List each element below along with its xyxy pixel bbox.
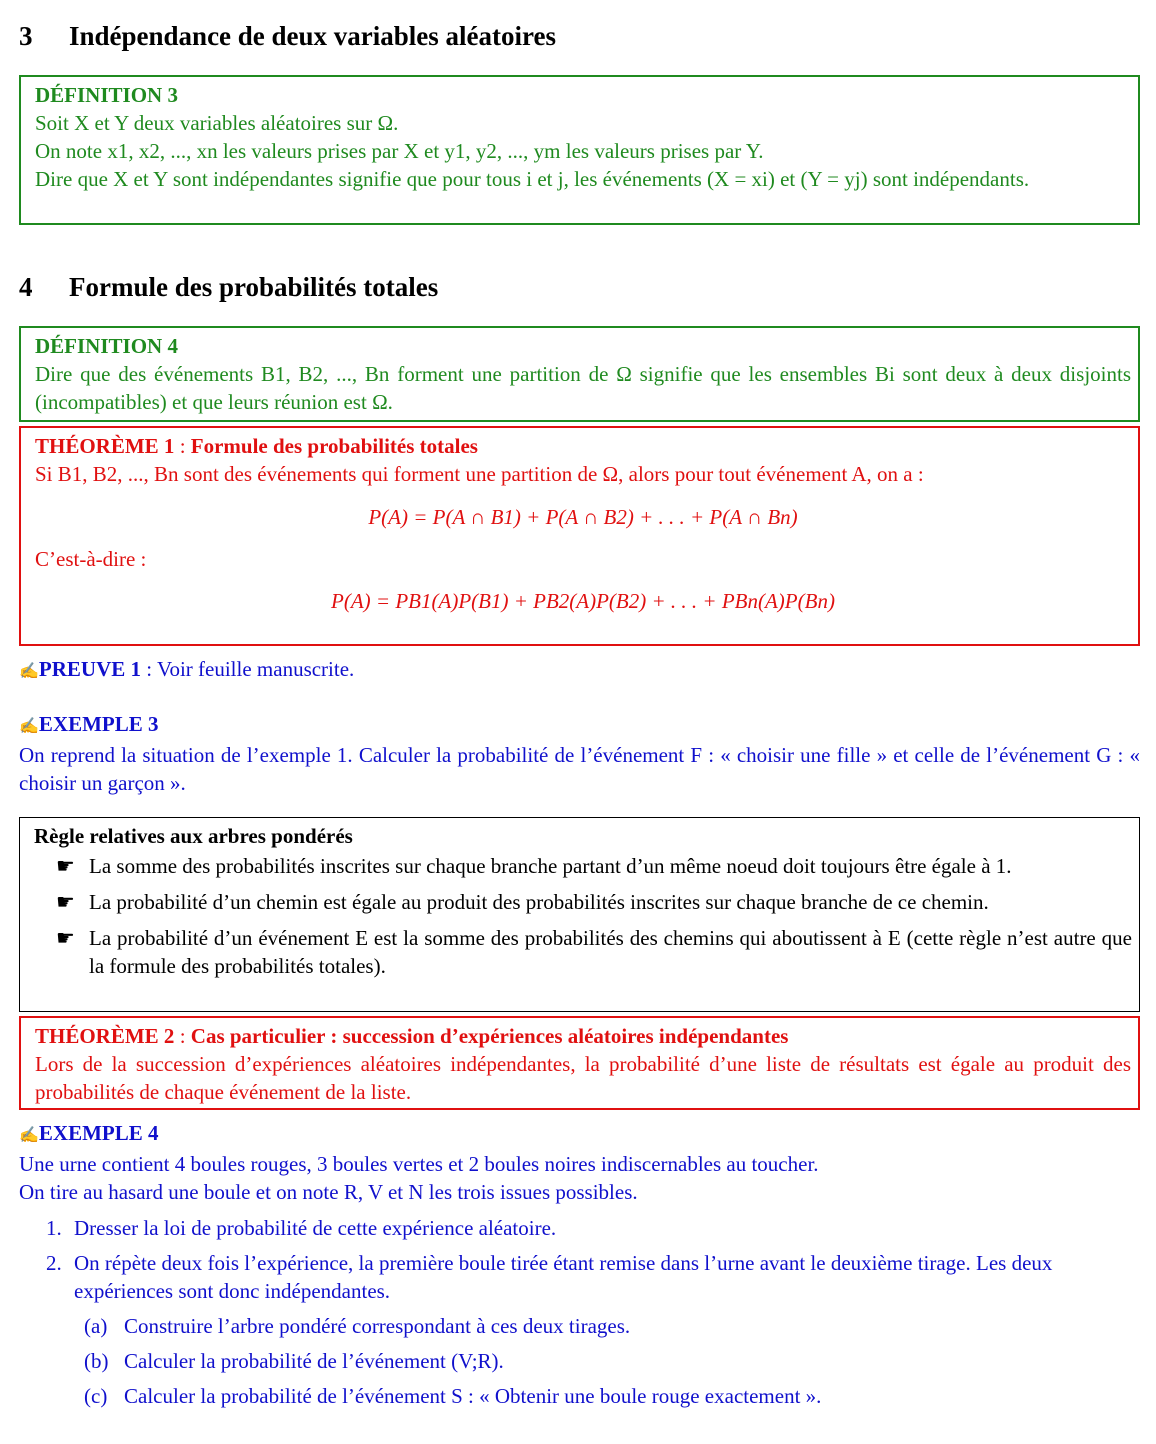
definition-line: Dire que X et Y sont indépendantes signifie que pour tous i et j, les événements (X = xi) et (Y = yj) sont indépendants.: [35, 167, 1030, 191]
rules-title: Règle relatives aux arbres pondérés: [34, 824, 353, 848]
subitem-text: Calculer la probabilité de l’événement (V;R).: [124, 1349, 504, 1373]
example-4: [19, 1119, 1140, 1417]
definition-line: On note x1, x2, ..., xn les valeurs prises par X et y1, y2, ..., ym les valeurs prises par Y.: [35, 139, 764, 163]
rule-item: [34, 924, 1132, 980]
item-text: Dresser la loi de probabilité de cette expérience aléatoire.: [74, 1216, 557, 1240]
definition-title: DÉFINITION 3: [35, 83, 178, 107]
theorem-text: Lors de la succession d’expériences aléatoires indépendantes, la probabilité d’une liste de résultats est égale au produit des probabilités de chaque événement de la liste.: [35, 1052, 1131, 1104]
exercise-subitem: [74, 1347, 1140, 1375]
item-number: 1.: [46, 1216, 62, 1240]
subitem-label: (b): [84, 1349, 109, 1373]
separator: :: [141, 657, 157, 681]
definition-text: Dire que des événements B1, B2, ..., Bn forment une partition de Ω signifie que les ensembles Bi sont deux à deux disjoints (incompatibles) et que leurs réunion est Ω.: [35, 362, 1131, 414]
example-text: On reprend la situation de l’exemple 1. Calculer la probabilité de l’événement F : « choisir une fille » et celle de l’événement G : « choisir un garçon ».: [19, 743, 1140, 795]
subitem-label: (c): [84, 1384, 108, 1408]
section-number: 4: [19, 272, 33, 302]
definition-3-box: [19, 75, 1140, 225]
theorem-subtitle: Formule des probabilités totales: [190, 434, 478, 458]
pointing-hand-icon: ☛: [56, 926, 75, 950]
rule-text: La probabilité d’un événement E est la somme des probabilités des chemins qui aboutissent à E (cette règle n’est autre que la formule des probabilités totales).: [89, 926, 1132, 978]
section-title: Formule des probabilités totales: [69, 272, 439, 302]
item-text: On répète deux fois l’expérience, la première boule tirée étant remise dans l’urne avant le deuxième tirage. Les deux expériences sont donc indépendantes.: [74, 1251, 1053, 1303]
separator: :: [174, 434, 191, 458]
example-3: [19, 710, 1140, 797]
definition-4-box: [19, 326, 1140, 422]
formula-conditional: P(A) = PB1(A)P(B1) + PB2(A)P(B2) + . . . + PBn(A)P(Bn): [331, 589, 835, 613]
rules-box: [19, 817, 1140, 1012]
rule-text: La somme des probabilités inscrites sur chaque branche partant d’un même noeud doit toujours être égale à 1.: [89, 854, 1012, 878]
subitem-text: Construire l’arbre pondéré correspondant à ces deux tirages.: [124, 1314, 631, 1338]
theorem-1-box: [19, 426, 1140, 646]
example-text: Une urne contient 4 boules rouges, 3 boules vertes et 2 boules noires indiscernables au toucher.: [19, 1152, 819, 1176]
example-label: EXEMPLE 4: [38, 1121, 159, 1145]
exercise-item: [19, 1214, 1140, 1242]
pointing-hand-icon: ☛: [56, 890, 75, 914]
theorem-subtitle: Cas particulier : succession d’expériences aléatoires indépendantes: [190, 1024, 789, 1048]
theorem-text: Si B1, B2, ..., Bn sont des événements qui forment une partition de Ω, alors pour tout événement A, on a :: [35, 462, 924, 486]
subitem-label: (a): [84, 1314, 108, 1338]
section-title: Indépendance de deux variables aléatoires: [69, 21, 557, 51]
exercise-subitem: [74, 1312, 1140, 1340]
rule-text: La probabilité d’un chemin est égale au produit des probabilités inscrites sur chaque branche de ce chemin.: [89, 890, 989, 914]
theorem-title: THÉORÈME 1: [35, 434, 175, 458]
theorem-text: C’est-à-dire :: [35, 547, 147, 571]
formula-total-probability: P(A) = P(A ∩ B1) + P(A ∩ B2) + . . . + P(A ∩ Bn): [368, 505, 798, 529]
exercise-sublist: [74, 1312, 1140, 1410]
item-number: 2.: [46, 1251, 62, 1275]
pen-icon: ✍: [19, 663, 39, 680]
rule-item: [34, 852, 1132, 880]
pointing-hand-icon: ☛: [56, 854, 75, 878]
proof-1: [19, 655, 1140, 686]
exercise-item: [19, 1249, 1140, 1410]
example-label: EXEMPLE 3: [38, 712, 159, 736]
proof-label: PREUVE 1: [38, 657, 142, 681]
proof-text: Voir feuille manuscrite.: [156, 657, 355, 681]
example-text: On tire au hasard une boule et on note R, V et N les trois issues possibles.: [19, 1180, 638, 1204]
definition-line: Soit X et Y deux variables aléatoires sur Ω.: [35, 111, 399, 135]
section-4-heading: [19, 269, 438, 305]
theorem-2-box: [19, 1016, 1140, 1110]
subitem-text: Calculer la probabilité de l’événement S : « Obtenir une boule rouge exactement ».: [124, 1384, 822, 1408]
separator: :: [174, 1024, 191, 1048]
section-number: 3: [19, 21, 33, 51]
theorem-title: THÉORÈME 2: [35, 1024, 175, 1048]
pen-icon: ✍: [19, 1127, 39, 1144]
exercise-subitem: [74, 1382, 1140, 1410]
section-3-heading: [19, 18, 556, 54]
rule-item: [34, 888, 1132, 916]
rules-list: [34, 852, 1132, 980]
pen-icon: ✍: [19, 718, 39, 735]
exercise-list: [19, 1214, 1140, 1410]
definition-title: DÉFINITION 4: [35, 334, 178, 358]
